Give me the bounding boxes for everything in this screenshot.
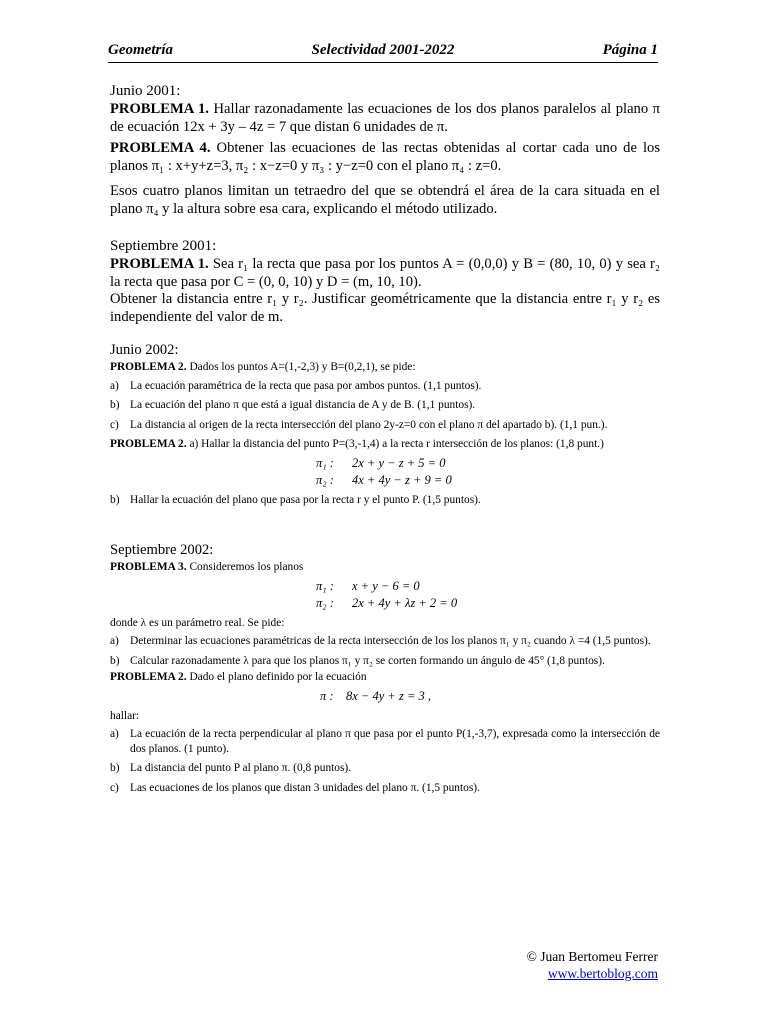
problem-text: donde λ es un parámetro real. Se pide:: [110, 616, 285, 629]
item-text: La distancia al origen de la recta intersección del plano 2y-z=0 con el plano π del apartado b). (1,1 pun.).: [130, 418, 608, 431]
equation-row: [316, 595, 660, 612]
item-text: Las ecuaciones de los planos que distan 3 unidades del plano π. (1,5 puntos).: [130, 781, 480, 794]
problem-text: Consideremos los planos: [189, 561, 304, 573]
item-text: Calcular razonadamente λ para que los planos π₁ y π₂ se corten formando un ángulo de 45° (1,8 puntos).: [130, 654, 605, 667]
problem: [110, 101, 660, 136]
equation: x + y − 6 = 0: [352, 578, 420, 593]
item-label: c): [110, 781, 119, 794]
item-text: La distancia del punto P al plano π. (0,8 puntos).: [130, 762, 352, 774]
author-website-link[interactable]: www.bertoblog.com: [547, 966, 658, 981]
plane-name: π₂ :: [316, 595, 334, 610]
problem-label: PROBLEMA 1.: [110, 256, 209, 272]
item-text: La ecuación del plano π que está a igual distancia de A y de B. (1,1 puntos).: [130, 399, 476, 411]
plane-name: π₂ :: [316, 472, 334, 487]
list-item: [110, 634, 660, 649]
item-label: a): [110, 379, 119, 392]
problem-label: PROBLEMA 3.: [110, 561, 187, 573]
section-septiembre-2001: [110, 237, 660, 341]
item-text: Determinar las ecuaciones paramétricas de la recta intersección de los los planos π₁ y π₂ cuando λ =4 (1,5 puntos).: [130, 635, 651, 647]
problem: [110, 360, 660, 375]
section-title: Junio 2001:: [110, 83, 181, 99]
equation-system: [320, 688, 660, 705]
item-label: b): [110, 493, 120, 506]
equation-system: [316, 578, 660, 612]
page-content: [110, 82, 660, 800]
problem-text: Esos cuatro planos limitan un tetraedro del que se obtendrá el área de la cara situada en el plano π₄ y la altura sobre esa cara, explicando el método utilizado.: [110, 183, 660, 217]
problem-label: PROBLEMA 2.: [110, 438, 187, 450]
equation-row: [316, 455, 660, 472]
item-text: La ecuación paramétrica de la recta que pasa por ambos puntos. (1,1 puntos).: [130, 379, 482, 392]
problem-text: Sea r₁ la recta que pasa por los puntos A = (0,0,0) y B = (80, 10, 0) y sea r₂ la recta que pasa por C = (0, 0, 10) y D = (m, 10, 10).: [110, 256, 661, 290]
problem-label: PROBLEMA 2.: [110, 671, 187, 683]
list-item: [110, 418, 660, 433]
equation: 2x + y − z + 5 = 0: [352, 455, 446, 470]
header-subject: Geometría: [108, 42, 173, 58]
section-junio-2002: [110, 341, 660, 541]
problem: [110, 437, 660, 452]
item-label: a): [110, 635, 119, 647]
problem-text: Obtener las ecuaciones de las rectas obtenidas al cortar cada uno de los planos π₁ : x+y+z=3, π₂ : x−z=0 y π₃ : y−z=0 con el plano π₄ : z=0.: [110, 140, 661, 174]
item-label: b): [110, 762, 120, 774]
problem-text: Obtener la distancia entre r₁ y r₂. Justificar geométricamente que la distancia entre r₁ y r₂ es independiente del valor de m.: [110, 291, 660, 325]
section-body: [110, 560, 660, 795]
list-item: [110, 727, 660, 756]
list-item: [110, 398, 660, 413]
list-item: [110, 379, 660, 394]
problem: [110, 256, 660, 291]
list-item: [110, 761, 660, 776]
list-item: [110, 781, 660, 796]
plane-name: π₁ :: [316, 578, 334, 593]
page-header: [108, 42, 658, 63]
item-label: c): [110, 418, 119, 431]
section-body: [110, 256, 660, 326]
equation-row: [316, 578, 660, 595]
equation-row: [316, 472, 660, 489]
item-text: La ecuación de la recta perpendicular al plano π que pasa por el punto P(1,-3,7), expresada como la intersección de dos planos. (1 punto).: [130, 728, 660, 755]
item-label: a): [110, 728, 119, 740]
problem-label: PROBLEMA 4.: [110, 140, 211, 156]
equation-system: [316, 455, 660, 489]
header-page-number: Página 1: [602, 42, 658, 58]
item-label: b): [110, 654, 120, 667]
copyright-notice: © Juan Bertomeu Ferrer: [526, 949, 658, 964]
header-title: Selectividad 2001-2022: [311, 42, 455, 58]
plane-name: π :: [320, 688, 334, 703]
list-item: [110, 493, 660, 508]
item-label: b): [110, 399, 120, 411]
problem-text: hallar:: [110, 709, 140, 722]
section-septiembre-2002: [110, 541, 660, 795]
problem-text: Hallar razonadamente las ecuaciones de los dos planos paralelos al plano π de ecuación 12x + 3y – 4z = 7 que distan 6 unidades de π.: [110, 101, 660, 135]
plane-name: π₁ :: [316, 455, 334, 470]
problem-text: a) Hallar la distancia del punto P=(3,-1,4) a la recta r intersección de los planos: (1,8 punt.): [189, 438, 604, 450]
problem-text: Dados los puntos A=(1,-2,3) y B=(0,2,1), se pide:: [189, 361, 416, 373]
problem: [110, 560, 660, 575]
equation-row: [320, 688, 660, 705]
equation: 2x + 4y + λz + 2 = 0: [352, 595, 458, 610]
section-title: Septiembre 2001:: [110, 238, 217, 254]
problem-label: PROBLEMA 2.: [110, 361, 187, 373]
equation: 4x + 4y − z + 9 = 0: [352, 472, 452, 487]
section-body: [110, 101, 660, 218]
section-body: [110, 360, 660, 507]
problem-label: PROBLEMA 1.: [110, 101, 209, 117]
list-item: [110, 654, 660, 669]
section-title: Junio 2002:: [110, 342, 179, 358]
problem: [110, 670, 660, 685]
section-junio-2001: [110, 82, 660, 237]
equation: 8x − 4y + z = 3 ,: [346, 688, 432, 703]
item-text: Hallar la ecuación del plano que pasa por la recta r y el punto P. (1,5 puntos).: [130, 493, 481, 506]
section-title: Septiembre 2002:: [110, 542, 214, 558]
page-footer: [400, 948, 658, 982]
problem: [110, 140, 660, 175]
problem-text: Dado el plano definido por la ecuación: [189, 671, 367, 683]
